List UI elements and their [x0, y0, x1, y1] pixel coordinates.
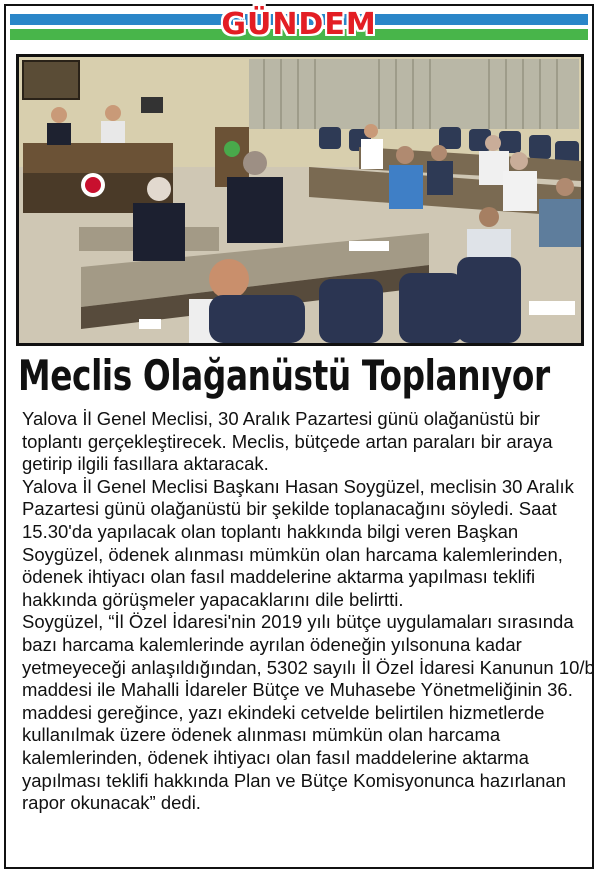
- article-body: [22, 408, 597, 815]
- meeting-photo: [16, 54, 584, 346]
- section-title: GÜNDEM: [221, 7, 377, 42]
- newspaper-clipping: [4, 4, 594, 869]
- article-headline: Meclis Olağanüstü Toplanıyor: [18, 351, 550, 400]
- article-paragraph: Soygüzel, “İl Özel İdaresi'nin 2019 yılı bütçe uygulamaları sırasında bazı harcama kalemlerinde ayrılan ödeneğin yılsonuna kadar yetmeyeceği anlaşıldığından, 5302 sayılı İl Özel İdaresi Kanunun 10/b maddesi ile Mahalli İdareler Bütçe ve Muhasebe Yönetmeliğinin 36. maddesi gereğince, yazı ekindeki cetvelde belirtilen hizmetlerde kullanılmak üzere ödenek alınması mümkün olan harcama kalemlerinden, ödenek ihtiyacı olan fasıl maddelerine aktarma yapılması teklifi hakkında Plan ve Bütçe Komisyonunca hazırlanan rapor okunacak” dedi.: [22, 611, 595, 814]
- council-meeting-illustration: [19, 57, 581, 343]
- article-paragraph: Yalova İl Genel Meclisi Başkanı Hasan Soygüzel, meclisin 30 Aralık Pazartesi günü olağanüstü bir şekilde toplanacağını söyledi. Saat 15.30'da yapılacak olan toplantı hakkında bilgi veren Başkan Soygüzel, ödenek alınması mümkün olan harcama kalemlerinden, ödenek ihtiyacı olan fasıl maddelerine aktarma yapılması teklifi hakkında görüşmeler yapacaklarını dile belirtti.: [22, 475, 574, 610]
- section-banner: [10, 7, 588, 44]
- article-paragraph: Yalova İl Genel Meclisi, 30 Aralık Pazartesi günü olağanüstü bir toplantı gerçekleştirecek. Meclis, bütçede artan paraları bir araya getirip ilgili fasıllara aktaracak.: [22, 408, 553, 475]
